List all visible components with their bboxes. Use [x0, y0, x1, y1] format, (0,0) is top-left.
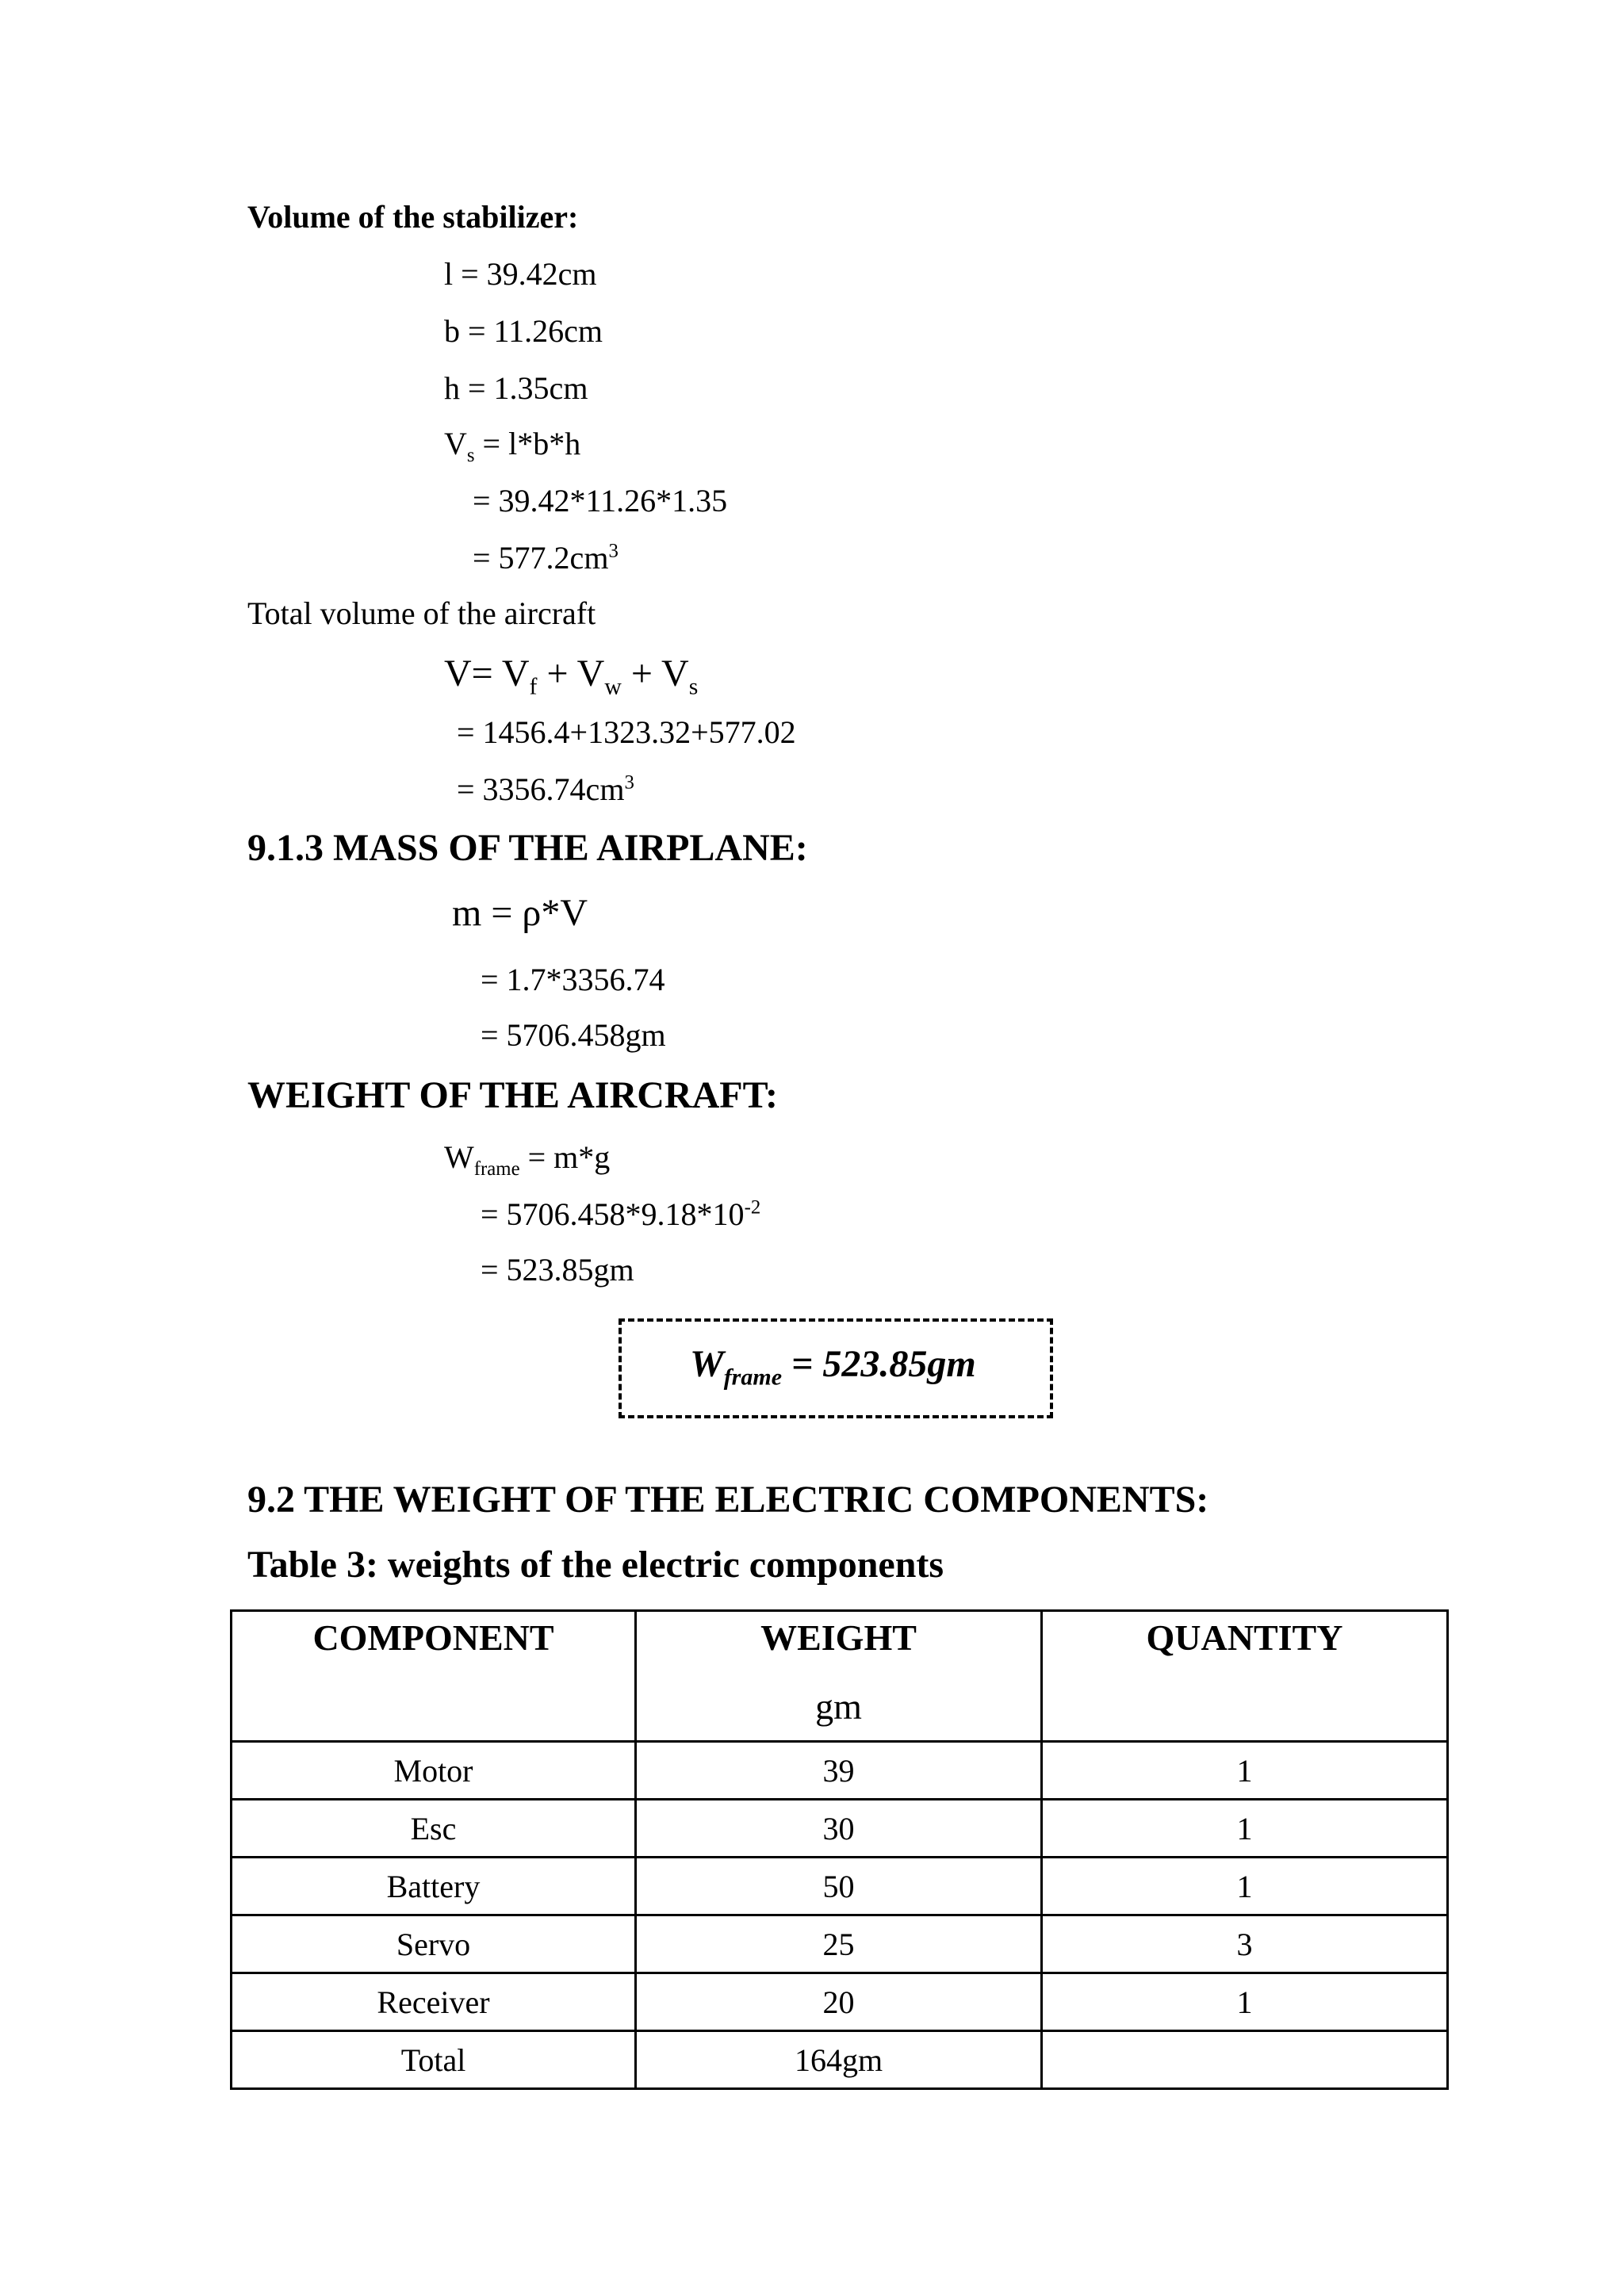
stabilizer-height: h = 1.35cm — [444, 370, 588, 406]
cell-weight: 20 — [636, 1973, 1042, 2031]
cell-component: Servo — [232, 1915, 636, 1973]
components-table — [230, 1609, 1449, 2090]
total-volume-result: = $3356.74cm^3$ — [457, 771, 634, 807]
mass-result: = 5706.458gm — [481, 1017, 666, 1053]
weight-formula: $W_{frame} = m*g$ — [444, 1139, 611, 1180]
cell-component: Receiver — [232, 1973, 636, 2031]
cell-quantity: 1 — [1042, 1800, 1448, 1858]
cell-weight: 25 — [636, 1915, 1042, 1973]
cell-quantity: 1 — [1042, 1742, 1448, 1800]
table-row — [232, 1915, 1448, 1973]
cell-weight: 30 — [636, 1800, 1042, 1858]
stabilizer-volume-result: = $577.2cm^3$ — [473, 540, 619, 576]
cell-component: Total — [232, 2031, 636, 2089]
weight-heading: WEIGHT OF THE AIRCRAFT: — [247, 1074, 778, 1116]
electric-components-heading: 9.2 THE WEIGHT OF THE ELECTRIC COMPONENTS: — [247, 1479, 1209, 1521]
cell-quantity — [1042, 2031, 1448, 2089]
cell-quantity: 1 — [1042, 1973, 1448, 2031]
total-volume-heading: Total volume of the aircraft — [247, 595, 596, 631]
cell-quantity: 1 — [1042, 1858, 1448, 1915]
table-header-row — [232, 1611, 1448, 1742]
frame-weight-callout — [619, 1318, 1053, 1418]
cell-component: Esc — [232, 1800, 636, 1858]
stabilizer-length: l = 39.42cm — [444, 256, 597, 292]
table-row — [232, 1742, 1448, 1800]
frame-weight-callout-equation: $W_{frame} = 523.85gm$ — [690, 1343, 976, 1391]
cell-component: Motor — [232, 1742, 636, 1800]
stabilizer-heading: Volume of the stabilizer: — [247, 199, 579, 235]
cell-quantity: 3 — [1042, 1915, 1448, 1973]
total-volume-formula: $V= V_f + V_w + V_s$ — [444, 652, 699, 700]
stabilizer-breadth: b = 11.26cm — [444, 313, 603, 349]
weight-calc: = $5706.458*9.18*10^{-2}$ — [481, 1196, 761, 1232]
stabilizer-volume-calc: = 39.42*11.26*1.35 — [473, 483, 728, 519]
cell-component: Battery — [232, 1858, 636, 1915]
column-header-component: COMPONENT — [232, 1611, 636, 1742]
weight-unit: gm — [815, 1686, 862, 1727]
column-header-quantity: QUANTITY — [1042, 1611, 1448, 1742]
mass-formula: m = ρ*V — [452, 892, 588, 934]
table-row — [232, 1800, 1448, 1858]
cell-weight: 164gm — [636, 2031, 1042, 2089]
weight-result: = 523.85gm — [481, 1252, 634, 1288]
stabilizer-volume-formula: $V_s = l*b*h$ — [444, 426, 581, 466]
column-header-weight: WEIGHT gm — [636, 1611, 1042, 1742]
table-row — [232, 1973, 1448, 2031]
table-caption: Table 3: weights of the electric components — [247, 1544, 944, 1586]
table-row — [232, 1858, 1448, 1915]
mass-heading: 9.1.3 MASS OF THE AIRPLANE: — [247, 827, 808, 869]
table-total-row — [232, 2031, 1448, 2089]
cell-weight: 50 — [636, 1858, 1042, 1915]
mass-calc: = 1.7*3356.74 — [481, 962, 665, 997]
total-volume-calc: = 1456.4+1323.32+577.02 — [457, 714, 796, 750]
cell-weight: 39 — [636, 1742, 1042, 1800]
